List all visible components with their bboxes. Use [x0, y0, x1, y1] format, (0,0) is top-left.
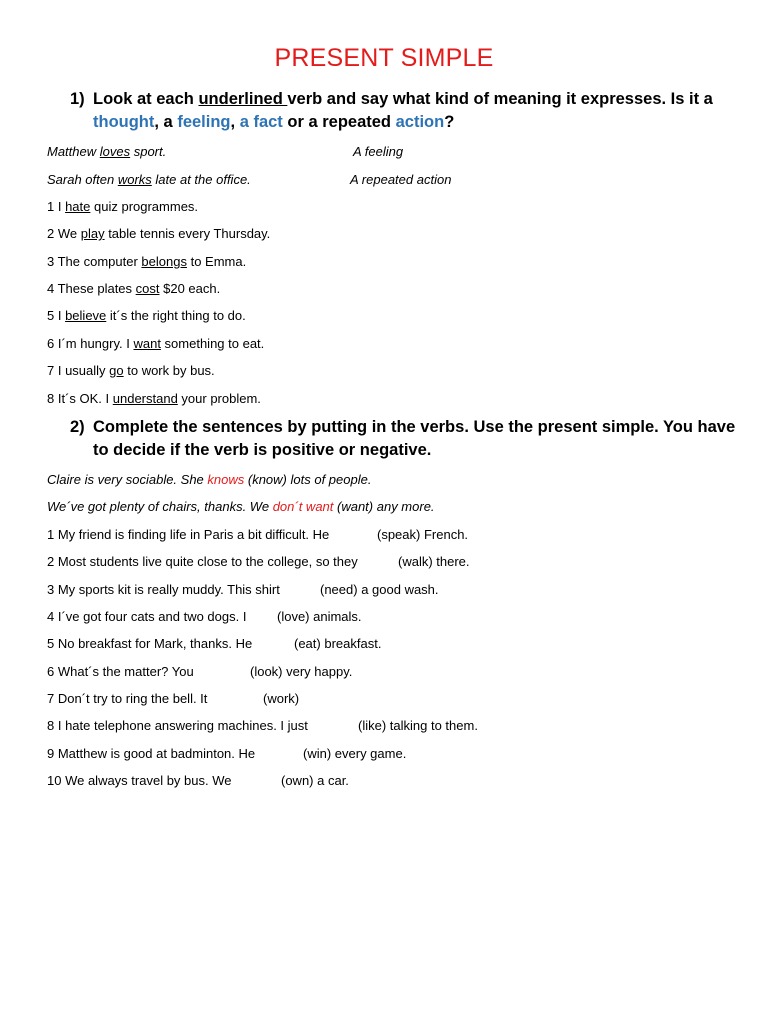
question-1-line-2: thought, a feeling, a fact or a repeated action?	[93, 113, 455, 131]
exercise-2-verb-hint: (love) animals.	[277, 609, 362, 624]
exercise-2-item: 1 My friend is finding life in Paris a bit difficult. He	[47, 527, 330, 542]
exercise-1-item: 6 I´m hungry. I want something to eat.	[47, 336, 265, 351]
exercise-1-item: 1 I hate quiz programmes.	[47, 199, 199, 214]
word-thought: thought	[93, 113, 155, 131]
word-fact: a fact	[239, 113, 283, 131]
exercise-1-item: 8 It´s OK. I understand your problem.	[47, 391, 261, 406]
word-action: action	[395, 113, 445, 131]
exercise-2-verb-hint: (walk) there.	[398, 554, 470, 569]
exercise-2-verb-hint: (eat) breakfast.	[294, 636, 382, 651]
example-answer: don´t want	[272, 499, 334, 514]
exercise-2-item: 3 My sports kit is really muddy. This shirt	[47, 582, 280, 597]
exercise-2-verb-hint: (like) talking to them.	[358, 718, 478, 733]
exercise-2-verb-hint: (work)	[263, 691, 300, 706]
example-sentence: We´ve got plenty of chairs, thanks. We don´t want (want) any more.	[47, 499, 435, 514]
exercise-2-item: 4 I´ve got four cats and two dogs. I	[47, 609, 247, 624]
question-1-line-1: Look at each underlined verb and say what kind of meaning it expresses. Is it a	[93, 90, 713, 108]
exercise-1-item: 7 I usually go to work by bus.	[47, 363, 215, 378]
exercise-1-item: 4 These plates cost $20 each.	[47, 281, 221, 296]
example-sentence: Matthew loves sport.	[47, 144, 167, 159]
word-feeling: feeling	[177, 113, 231, 131]
exercise-1-item: 5 I believe it´s the right thing to do.	[47, 308, 246, 323]
underlined-word: underlined	[198, 90, 288, 108]
page-title: PRESENT SIMPLE	[274, 44, 494, 72]
exercise-2-verb-hint: (look) very happy.	[250, 664, 353, 679]
question-2-line-2: to decide if the verb is positive or negative.	[93, 441, 432, 459]
question-2-line-1: Complete the sentences by putting in the verbs. Use the present simple. You have	[93, 418, 736, 436]
exercise-2-verb-hint: (own) a car.	[281, 773, 349, 788]
exercise-2-verb-hint: (win) every game.	[303, 746, 407, 761]
example-sentence: Sarah often works late at the office.	[47, 172, 251, 187]
exercise-2-item: 9 Matthew is good at badminton. He	[47, 746, 256, 761]
example-answer: A repeated action	[350, 172, 452, 187]
exercise-2-item: 5 No breakfast for Mark, thanks. He	[47, 636, 253, 651]
example-answer: A feeling	[353, 144, 404, 159]
question-number: 2)	[70, 418, 85, 436]
exercise-2-item: 6 What´s the matter? You	[47, 664, 194, 679]
exercise-2-item: 7 Don´t try to ring the bell. It	[47, 691, 208, 706]
exercise-2-item: 2 Most students live quite close to the college, so they	[47, 554, 358, 569]
exercise-2-verb-hint: (need) a good wash.	[320, 582, 439, 597]
question-number: 1)	[70, 90, 85, 108]
exercise-2-verb-hint: (speak) French.	[377, 527, 469, 542]
exercise-2-item: 10 We always travel by bus. We	[47, 773, 232, 788]
example-answer: knows	[207, 472, 245, 487]
exercise-1-item: 2 We play table tennis every Thursday.	[47, 226, 271, 241]
example-sentence: Claire is very sociable. She knows (know) lots of people.	[47, 472, 372, 487]
exercise-2-item: 8 I hate telephone answering machines. I just	[47, 718, 308, 733]
exercise-1-item: 3 The computer belongs to Emma.	[47, 254, 247, 269]
